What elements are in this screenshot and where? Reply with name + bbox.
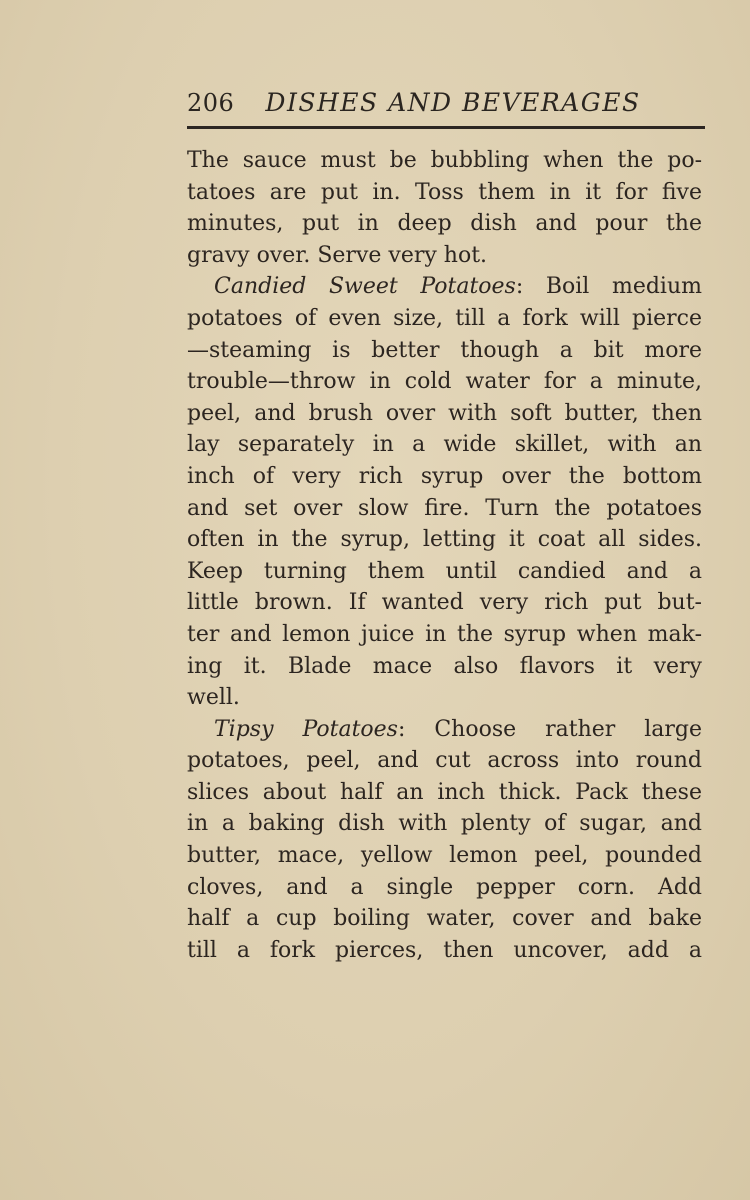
line-text: cloves, and a single pepper corn. Add — [187, 874, 702, 900]
text-line — [187, 682, 702, 714]
line-text: potatoes, peel, and cut across into round — [187, 748, 702, 774]
line-text: inch of very rich syrup over the bottom — [187, 463, 702, 489]
text-line — [187, 493, 702, 525]
page-number: 206 — [187, 89, 235, 117]
text-line — [187, 461, 702, 493]
text-line — [187, 524, 702, 556]
recipe-heading: Tipsy Potatoes — [214, 716, 398, 742]
line-text: slices about half an inch thick. Pack these — [187, 779, 702, 805]
running-title: DISHES AND BEVERAGES — [265, 88, 641, 117]
text-line — [187, 619, 702, 651]
line-text: : Choose rather large — [397, 716, 702, 742]
text-line — [187, 777, 702, 809]
line-text: and set over slow fire. Turn the potatoes — [187, 495, 702, 521]
header-rule — [187, 126, 705, 129]
line-text: peel, and brush over with soft butter, then — [187, 400, 702, 426]
line-text: butter, mace, yellow lemon peel, pounded — [187, 843, 702, 869]
text-line — [187, 177, 702, 209]
text-line — [187, 271, 702, 303]
text-line — [187, 556, 702, 588]
text-line — [187, 366, 702, 398]
text-line — [187, 903, 702, 935]
line-text: tatoes are put in. Toss them in it for five — [187, 179, 702, 205]
recipe-heading: Candied Sweet Potatoes — [214, 274, 516, 300]
line-text: potatoes of even size, till a fork will pierce — [187, 305, 702, 331]
text-line — [187, 935, 702, 967]
line-text: The sauce must be bubbling when the po- — [187, 148, 702, 173]
text-line — [187, 808, 702, 840]
text-line — [187, 714, 702, 746]
text-line — [187, 587, 702, 619]
line-text: well. — [187, 685, 240, 711]
text-line — [187, 872, 702, 904]
text-line — [187, 145, 702, 177]
text-line — [187, 240, 702, 272]
page-header — [187, 88, 707, 117]
text-line — [187, 335, 702, 367]
line-text: little brown. If wanted very rich put but- — [187, 590, 702, 616]
text-line — [187, 651, 702, 683]
line-text: ter and lemon juice in the syrup when mak- — [187, 621, 702, 647]
text-line — [187, 398, 702, 430]
line-text: half a cup boiling water, cover and bake — [187, 906, 702, 932]
line-text: in a baking dish with plenty of sugar, and — [187, 811, 702, 837]
line-text: lay separately in a wide skillet, with an — [187, 432, 702, 458]
line-text: gravy over. Serve very hot. — [187, 242, 488, 268]
line-text: minutes, put in deep dish and pour the — [187, 211, 702, 237]
text-line — [187, 303, 702, 335]
line-text: trouble—throw in cold water for a minute, — [187, 369, 702, 395]
text-line — [187, 208, 702, 240]
line-text: Keep turning them until candied and a — [187, 558, 702, 584]
line-text: : Boil medium — [515, 274, 702, 300]
line-text: ing it. Blade mace also flavors it very — [187, 653, 702, 679]
body-text — [187, 145, 702, 966]
text-line — [187, 840, 702, 872]
text-line — [187, 745, 702, 777]
line-text: often in the syrup, letting it coat all sides. — [187, 527, 702, 553]
line-text: till a fork pierces, then uncover, add a — [187, 937, 702, 963]
line-text: —steaming is better though a bit more — [187, 337, 702, 363]
text-line — [187, 429, 702, 461]
